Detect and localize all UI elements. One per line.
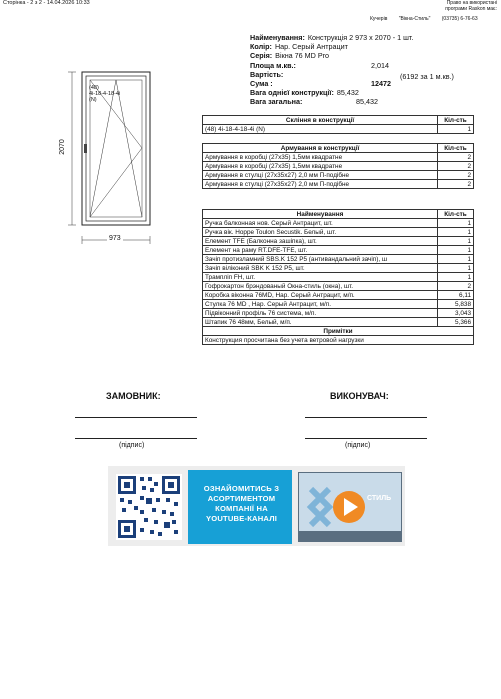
info-row-name: Найменування: Конструкція 2 973 x 2070 - 1 шт. xyxy=(250,33,414,42)
info-row-series: Серія: Вікна 76 MD Pro xyxy=(250,51,330,61)
table-row: (48) 4i-18-4-18-4i (N) 1 xyxy=(203,125,474,134)
contact-company: "Вікна-Стиль" xyxy=(398,16,431,22)
table-row: Армування в коробці (27x35) 1,5мм квадратне 2 xyxy=(203,153,474,162)
table-row: Армування в стулці (27x35x27) 2,0 мм П-подібне 2 xyxy=(203,171,474,180)
notes-header-row xyxy=(203,327,474,336)
banner-text: ОЗНАЙОМИТИСЬ З АСОРТИМЕНТОМ КОМПАНІЇ НА YOUTUBE-КАНАЛІ xyxy=(203,484,280,523)
table-header-row xyxy=(203,210,474,219)
notes-text: Конструкция просчитана без учета ветровой нагрузки xyxy=(203,336,474,345)
info-row-weight-one: Вага однієї конструкції: 85,432 xyxy=(250,88,359,98)
height-dimension: 2070 xyxy=(58,139,66,155)
info-row-weight-total: Вага загальна: 85,432 xyxy=(250,97,378,107)
contact-phone: (03735) 6-76-63 xyxy=(441,16,478,22)
notes-header: Примітки xyxy=(203,327,474,336)
glass-spec: (48) 4i-18-4-18-4i (N) xyxy=(89,85,121,103)
contractor-sign-caption: (підпис) xyxy=(345,442,371,449)
table-row: Стулка 76 MD , Нар. Серый Антрацит, м/п. 5,838 xyxy=(203,300,474,309)
column-header: Армування в конструкції xyxy=(203,144,438,153)
rights-note xyxy=(427,0,497,12)
table-row: Ручка балконная нов. Серый Антрацит, шт. 1 xyxy=(203,219,474,228)
customer-sign-line xyxy=(75,438,197,439)
rights-line: програми Raskon має: xyxy=(445,6,497,12)
contractor-sign-line xyxy=(305,417,427,418)
brand-name: СТИЛЬ xyxy=(367,495,392,502)
table-row: Підвіконний профіль 76 система, м/п. 3,043 xyxy=(203,309,474,318)
contact-city: Кучерів xyxy=(370,16,388,22)
reinforcement-table xyxy=(202,143,474,189)
customer-sign-caption: (підпис) xyxy=(119,442,145,449)
info-row-sum: Сума : 12472 xyxy=(250,78,391,88)
video-preview[interactable] xyxy=(298,472,402,542)
info-row-cost: Вартість: (6192 за 1 м.кв.) xyxy=(250,69,454,81)
column-header: Найменування xyxy=(203,210,438,219)
construction-info xyxy=(250,33,472,107)
table-row: Зачіп віліконий SBK K 152 P5, шт. 1 xyxy=(203,264,474,273)
table-row: Штапик 76 48мм, Белый, м/п. 5,366 xyxy=(203,318,474,327)
contractor-label: ВИКОНУВАЧ: xyxy=(330,391,389,401)
rights-line: Право на використані xyxy=(446,0,497,6)
qr-code-icon[interactable] xyxy=(116,474,182,540)
table-row: Зачіп протизламний SBS.K 152 P5 (антивандальний зачіп), ш 1 xyxy=(203,255,474,264)
notes-row xyxy=(203,336,474,345)
window-drawing xyxy=(58,70,172,255)
table-row: Армування в стулці (27x35x27) 2,0 мм П-подібне 2 xyxy=(203,180,474,189)
column-header: Кіл-сть xyxy=(438,116,474,125)
info-row-area: Площа м.кв.: 2,014 xyxy=(250,60,389,70)
column-header: Скління в конструкції xyxy=(203,116,438,125)
column-header: Кіл-сть xyxy=(438,144,474,153)
page-info: Сторінка - 2 з 2 - 14.04.2026 10:33 xyxy=(3,0,90,6)
table-row: Ручка вік. Hoppe Toulon Secustik. Белый, шт. 1 xyxy=(203,228,474,237)
table-row: Гофрокартон брэндованый Окна-стиль (окна), шт. 2 xyxy=(203,282,474,291)
width-dimension: 973 xyxy=(109,235,121,242)
banner-text-panel[interactable] xyxy=(188,470,292,544)
table-header-row xyxy=(203,144,474,153)
glazing-table xyxy=(202,115,474,134)
column-header: Кіл-сть xyxy=(438,210,474,219)
table-row: Елемент TFE (Балконна зашіпка), шт. 1 xyxy=(203,237,474,246)
table-row: Трампліп FH, шт. 1 xyxy=(203,273,474,282)
table-row: Елемент на раму RT.DFE-TFE, шт. 1 xyxy=(203,246,474,255)
table-row: Коробка віконна 76MD, Нар. Серый Антрацит, м/п. 6,11 xyxy=(203,291,474,300)
table-row: Армування в коробці (27x35) 1,5мм квадратне 2 xyxy=(203,162,474,171)
customer-sign-line xyxy=(75,417,197,418)
company-contacts xyxy=(370,16,488,22)
youtube-banner[interactable] xyxy=(108,466,405,546)
table-header-row xyxy=(203,116,474,125)
customer-label: ЗАМОВНИК: xyxy=(106,391,161,401)
info-row-color: Колір: Нар. Серый Антрацит xyxy=(250,42,348,52)
items-table xyxy=(202,209,474,345)
contractor-sign-line xyxy=(305,438,427,439)
